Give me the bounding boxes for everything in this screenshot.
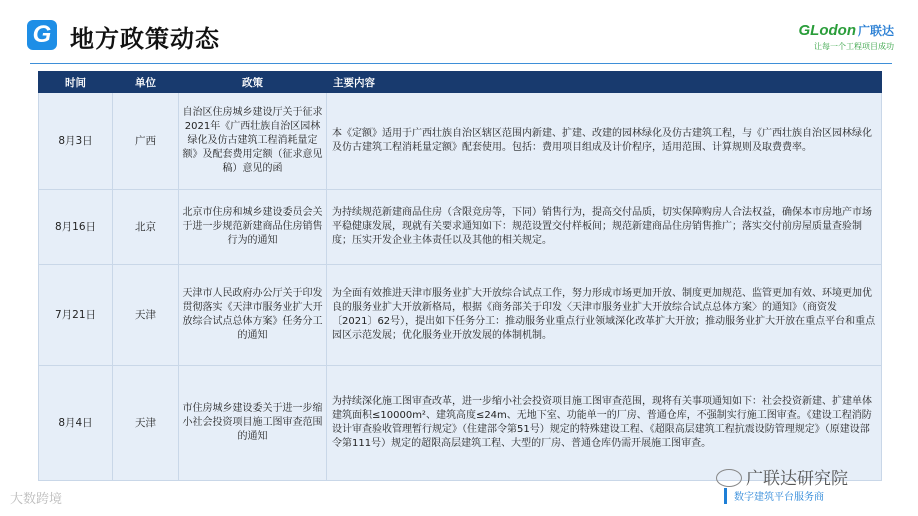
- policy-table: [38, 71, 881, 481]
- account-name: 广联达研究院: [746, 469, 848, 489]
- header-date: 时间: [39, 72, 113, 93]
- cell-policy: 北京市住房和城乡建设委员会关于进一步规范新建商品住房销售行为的通知: [179, 190, 327, 265]
- cell-unit: 广西: [113, 93, 179, 190]
- glodon-logo-icon: G: [27, 20, 57, 50]
- header-divider: [30, 63, 892, 64]
- table-header-row: [39, 72, 882, 93]
- table-row: [39, 190, 882, 265]
- cell-date: 8月3日: [39, 93, 113, 190]
- cell-date: 8月16日: [39, 190, 113, 265]
- cell-date: 7月21日: [39, 265, 113, 366]
- cell-content: 为全面有效推进天津市服务业扩大开放综合试点工作，努力形成市场更加开放、制度更加规范、监管更加有效、环境更加优良的服务业扩大开放新格局，根据《商务部关于印发〈天津市服务业扩大开放综合试点总体方案〉的通知》（商资发〔2021〕62号），提出如下任务分工：推动服务业重点行业领域深化改革扩大开放；推动服务业扩大开放在重点平台和重点园区示范发展；优化服务业开放发展的体制机制。: [327, 265, 882, 366]
- cell-policy: 市住房城乡建设委关于进一步缩小社会投资项目施工图审查范围的通知: [179, 366, 327, 481]
- cell-unit: 天津: [113, 366, 179, 481]
- wechat-icon: [716, 469, 742, 487]
- table-row: [39, 265, 882, 366]
- cell-content: 为持续规范新建商品住房（含限竞房等，下同）销售行为，提高交付品质，切实保障购房人合法权益，确保本市房地产市场平稳健康发展，现就有关要求通知如下：规范设置交付样板间；规范新建商品住房销售推广；落实交付前房屋质量查验制度；压实开发企业主体责任以及其他的相关规定。: [327, 190, 882, 265]
- brand-name-en: GLodon: [798, 22, 856, 39]
- cell-policy: 自治区住房城乡建设厅关于征求2021年《广西壮族自治区园林绿化及仿古建筑工程消耗量定额》及配套费用定额（征求意见稿）意见的函: [179, 93, 327, 190]
- brand-slogan: 让每一个工程项目成功: [814, 42, 894, 51]
- cell-unit: 北京: [113, 190, 179, 265]
- table-row: [39, 93, 882, 190]
- cell-unit: 天津: [113, 265, 179, 366]
- account-subtitle: 数字建筑平台服务商: [734, 492, 824, 503]
- cell-policy: 天津市人民政府办公厅关于印发贯彻落实《天津市服务业扩大开放综合试点总体方案》任务分工的通知: [179, 265, 327, 366]
- brand-name-cn: 广联达: [857, 24, 894, 38]
- brand-name: [799, 22, 895, 39]
- cell-content: 为持续深化施工图审查改革，进一步缩小社会投资项目施工图审查范围，现将有关事项通知如下：社会投资新建、扩建单体建筑面积≤10000m²、建筑高度≤24m、无地下室、功能单一的厂房、普通仓库，不强制实行施工图审查。《建设工程消防设计审查验收管理暂行规定》（住建部令第51号）规定的特殊建设工程、《超限高层建筑工程抗震设防管理规定》（原建设部令第111号）规定的超限高层建筑工程、大型的厂房、普通仓库仍需开展施工图审查。: [327, 366, 882, 481]
- cell-content: 本《定额》适用于广西壮族自治区辖区范围内新建、扩建、改建的园林绿化及仿古建筑工程，与《广西壮族自治区园林绿化及仿古建筑工程消耗量定额》配套使用。包括：费用项目组成及计价程序，适用范围、计算规则及取费费率。: [327, 93, 882, 190]
- page-title: 地方政策动态: [70, 25, 220, 53]
- cell-date: 8月4日: [39, 366, 113, 481]
- accent-bar: [724, 488, 727, 504]
- header: [0, 0, 918, 62]
- header-policy: 政策: [179, 72, 327, 93]
- brand-logo: [799, 22, 895, 52]
- header-content: 主要内容: [327, 72, 882, 93]
- watermark: 大数跨境: [10, 492, 63, 507]
- header-unit: 单位: [113, 72, 179, 93]
